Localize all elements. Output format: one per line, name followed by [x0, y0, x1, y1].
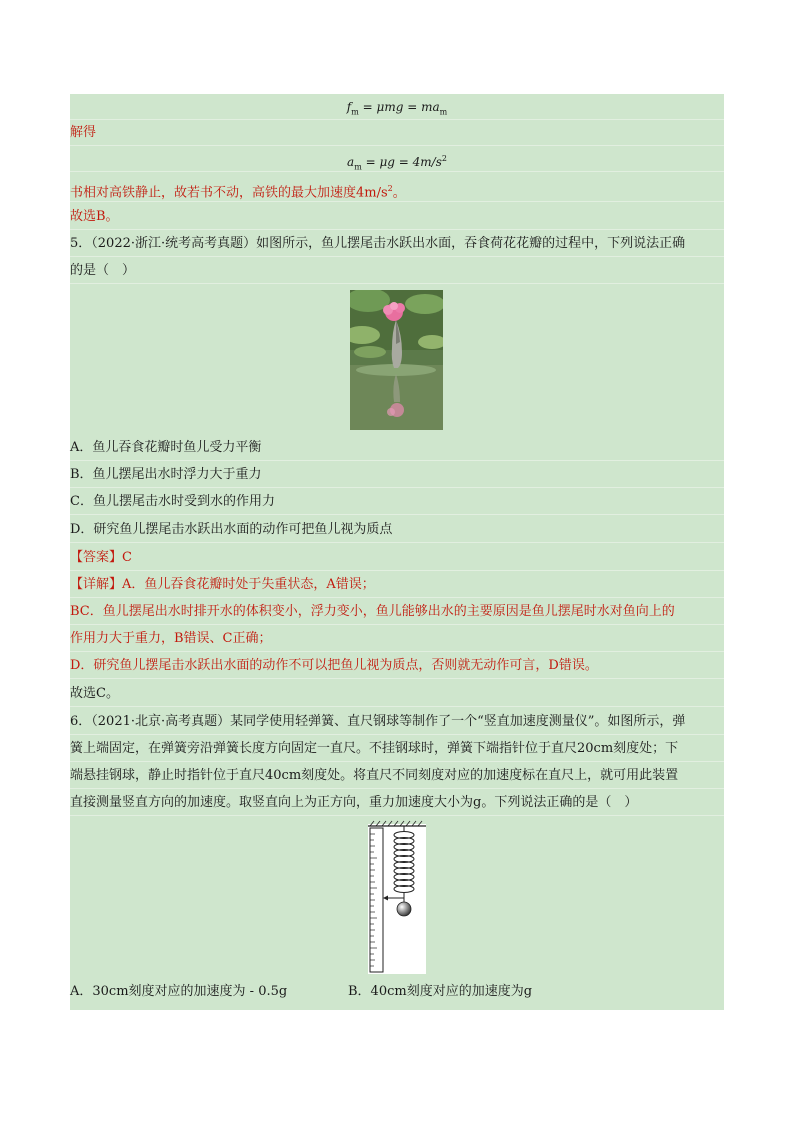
choose-b: 故选B。 — [70, 204, 724, 230]
q5-stem-line-1: 5．（2022·浙江·统考高考真题）如图所示，鱼儿摆尾击水跃出水面，吞食荷花花瓣的过程中，下列说法正确 — [70, 231, 724, 257]
q6-stem-line-3: 端悬挂钢球，静止时指针位于直尺40cm刻度处。将直尺不同刻度对应的加速度标在直尺上，就可用此装置 — [70, 763, 724, 789]
q5-answer: 【答案】C — [70, 545, 724, 571]
q5-option-d: D．研究鱼儿摆尾击水跃出水面的动作可把鱼儿视为质点 — [70, 517, 724, 543]
conclusion-line: 书相对高铁静止，故若书不动，高铁的最大加速度$4m/s^2$。 — [70, 176, 724, 202]
q6-option-a: A．30cm刻度对应的加速度为 - 0.5g — [70, 984, 288, 999]
q5-detail-2: BC．鱼儿摆尾出水时排开水的体积变小，浮力变小，鱼儿能够出水的主要原因是鱼儿摆尾时水对鱼向上的 — [70, 599, 724, 625]
spring-ruler-diagram — [364, 820, 430, 975]
q5-detail-1: 【详解】A．鱼儿吞食花瓣时处于失重状态，A错误； — [70, 572, 724, 598]
equation-friction: $f_m = \mu mg = ma_m$ — [70, 94, 724, 120]
q5-option-b: B．鱼儿摆尾出水时浮力大于重力 — [70, 462, 724, 488]
q5-stem-line-2: 的是（ ） — [70, 258, 724, 284]
fish-lotus-image — [350, 290, 443, 430]
q6-options-row — [70, 979, 724, 1005]
solve-label: 解得 — [70, 120, 724, 146]
q5-detail-3: 作用力大于重力，B错误、C正确； — [70, 626, 724, 652]
q5-choose: 故选C。 — [70, 681, 724, 707]
q5-option-c: C．鱼儿摆尾击水时受到水的作用力 — [70, 489, 724, 515]
q6-stem-line-2: 簧上端固定，在弹簧旁沿弹簧长度方向固定一直尺。不挂钢球时，弹簧下端指针位于直尺20cm刻度处；下 — [70, 736, 724, 762]
q5-detail-4: D．研究鱼儿摆尾击水跃出水面的动作不可以把鱼儿视为质点，否则就无动作可言，D错误。 — [70, 653, 724, 679]
q6-stem-line-4: 直接测量竖直方向的加速度。取竖直向上为正方向，重力加速度大小为g。下列说法正确的是（ ） — [70, 790, 724, 816]
q6-stem-line-1: 6．（2021·北京·高考真题）某同学使用轻弹簧、直尺钢球等制作了一个“竖直加速度测量仪”。如图所示，弹 — [70, 709, 724, 735]
equation-acceleration: $a_m = \mu g = 4m/s^2$ — [70, 146, 724, 172]
document-page — [70, 94, 724, 1010]
q6-option-b: B．40cm刻度对应的加速度为g — [348, 984, 533, 999]
q5-option-a: A．鱼儿吞食花瓣时鱼儿受力平衡 — [70, 435, 724, 461]
